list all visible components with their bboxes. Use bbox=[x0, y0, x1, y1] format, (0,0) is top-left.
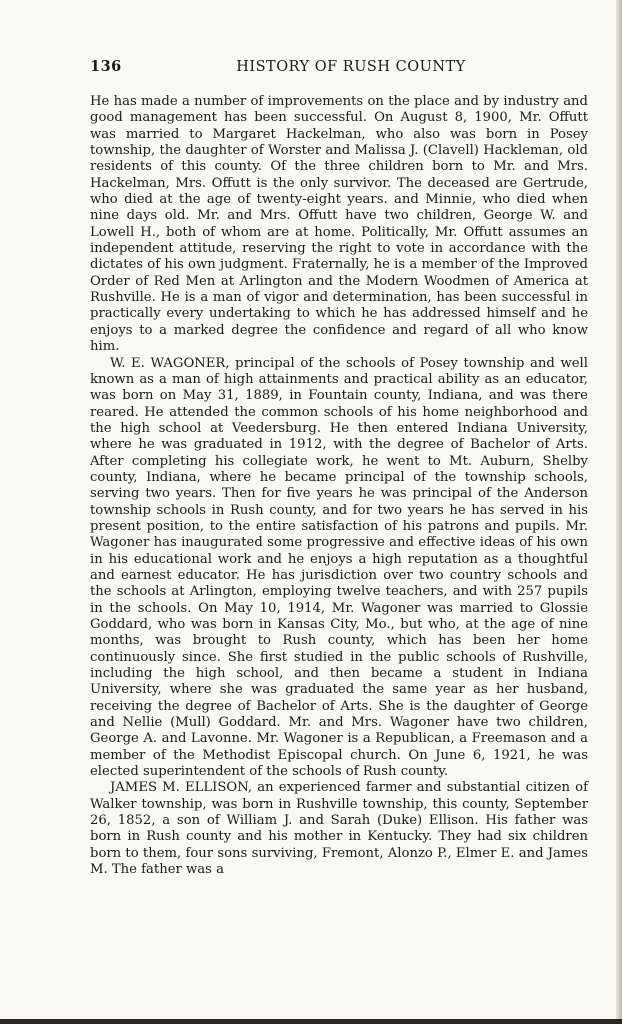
paragraph-offutt-continued: He has made a number of improvements on the place and by industry and good management has been successful. On August 8, 1900, Mr. Offutt was married to Margaret Hackelman, who also was born in Posey township, the daughter of Worster and Malissa J. (Clavell) Hackleman, old residents of this county. Of the three children born to Mr. and Mrs. Hackelman, Mrs. Offutt is the only survivor. The deceased are Gertrude, who died at the age of twenty-eight years. and Minnie, who died when nine days old. Mr. and Mrs. Offutt have two children, George W. and Lowell H., both of whom are at home. Politically, Mr. Offutt assumes an independent attitude, reserving the right to vote in accordance with the dictates of his own judgment. Fraternally, he is a member of the Improved Order of Red Men at Arlington and the Modern Woodmen of America at Rushville. He is a man of vigor and determination, has been successful in practically every undertaking to which he has addressed himself and he enjoys to a marked degree the confidence and regard of all who know him. bbox=[90, 94, 588, 355]
running-title: HISTORY OF RUSH COUNTY bbox=[236, 59, 466, 75]
paragraph-wagoner: W. E. WAGONER, principal of the schools of Posey township and well known as a man of high attainments and practical ability as an educator, was born on May 31, 1889, in Fountain county, Indiana, and was there reared. He attended the common schools of his home neighborhood and the high school at Veedersburg. He then entered Indiana University, where he was graduated in 1912, with the degree of Bachelor of Arts. After completing his collegiate work, he went to Mt. Auburn, Shelby county, Indiana, where he became principal of the township schools, serving two years. Then for five years he was principal of the Anderson township schools in Rush county, and for two years he has served in his present position, to the entire satisfaction of his patrons and pupils. Mr. Wagoner has inaugurated some progressive and effective ideas of his own in his educational work and he enjoys a high reputation as a thoughtful and earnest educator. He has jurisdiction over two country schools and the schools at Arlington, employing twelve teachers, and with 257 pupils in the schools. On May 10, 1914, Mr. Wagoner was married to Glossie Goddard, who was born in Kansas City, Mo., but who, at the age of nine months, was brought to Rush county, which has been her home continuously since. She first studied in the public schools of Rushville, including the high school, and then became a student in Indiana University, where she was graduated the same year as her husband, receiving the degree of Bachelor of Arts. She is the daughter of George and Nellie (Mull) Goddard. Mr. and Mrs. Wagoner have two children, George A. and Lavonne. Mr. Wagoner is a Republican, a Freemason and a member of the Methodist Episcopal church. On June 6, 1921, he was elected superintendent of the schools of Rush county. bbox=[90, 355, 588, 780]
book-page bbox=[90, 58, 588, 879]
paragraph-ellison: JAMES M. ELLISON, an experienced farmer and substantial citizen of Walker township, was born in Rushville township, this county, September 26, 1852, a son of William J. and Sarah (Duke) Ellison. His father was born in Rush county and his mother in Kentucky. They had six children born to them, four sons surviving, Fremont, Alonzo P., Elmer E. and James M. The father was a bbox=[90, 780, 588, 878]
page-body bbox=[90, 94, 588, 879]
page-number: 136 bbox=[90, 58, 122, 75]
page-edge-shadow bbox=[616, 0, 622, 1024]
scan-bottom-edge bbox=[0, 1019, 622, 1024]
page-header bbox=[90, 58, 588, 80]
